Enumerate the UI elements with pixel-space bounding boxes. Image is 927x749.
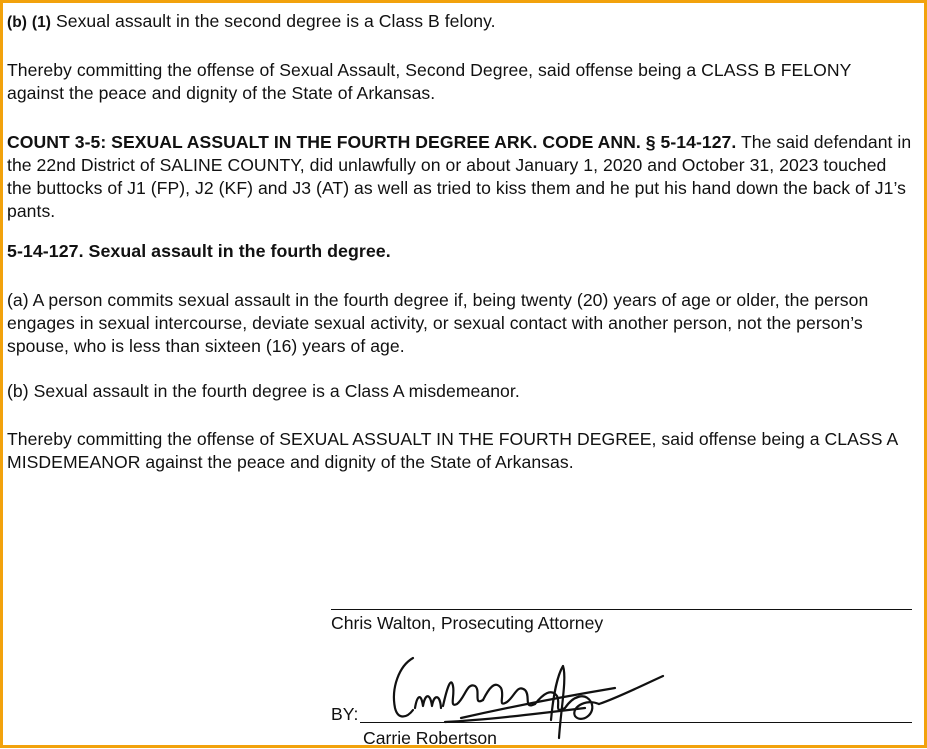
statute-heading: 5-14-127. Sexual assault in the fourth degree. [7, 241, 391, 261]
statute-subsection-b-misdemeanor: (b) Sexual assault in the fourth degree is a Class A misdemeanor. [7, 381, 520, 401]
deputy-name: Carrie Robertson [363, 728, 497, 748]
handwritten-signature [385, 648, 675, 748]
offense-paragraph-second-degree: Thereby committing the offense of Sexual Assault, Second Degree, said offense being a CLASS B FELONY against the peace and dignity of the State of Arkansas. [7, 60, 852, 103]
prosecutor-name: Chris Walton, Prosecuting Attorney [331, 613, 604, 633]
by-label: BY: [331, 704, 359, 724]
statute-subsection-a: (a) A person commits sexual assault in the fourth degree if, being twenty (20) years of age or older, the person engages in sexual intercourse, deviate sexual activity, or sexual contact with another person, not the person’s spouse, who is less than sixteen (16) years of age. [7, 290, 869, 356]
subsection-letter: (b) [7, 14, 27, 31]
statute-subsection-b [7, 10, 496, 34]
count-paragraph [7, 131, 915, 223]
prosecutor-signature-line [331, 609, 912, 610]
subsection-text: Sexual assault in the second degree is a Class B felony. [55, 11, 496, 31]
offense-paragraph-fourth-degree: Thereby committing the offense of SEXUAL ASSUALT IN THE FOURTH DEGREE, said offense being a CLASS A MISDEMEANOR against the peace and dignity of the State of Arkansas. [7, 429, 898, 472]
subsection-number: (1) [31, 14, 51, 31]
count-heading: COUNT 3-5: SEXUAL ASSUALT IN THE FOURTH DEGREE ARK. CODE ANN. § 5-14-127. [7, 132, 737, 152]
count-body: The said defendant in the 22nd District of SALINE COUNTY, did unlawfully on or about January 1, 2020 and October 31, 2023 touched the buttocks of J1 (FP), J2 (KF) and J3 (AT) as well as tried to kiss them and he put his hand down the back of J1’s pants. [7, 132, 912, 221]
